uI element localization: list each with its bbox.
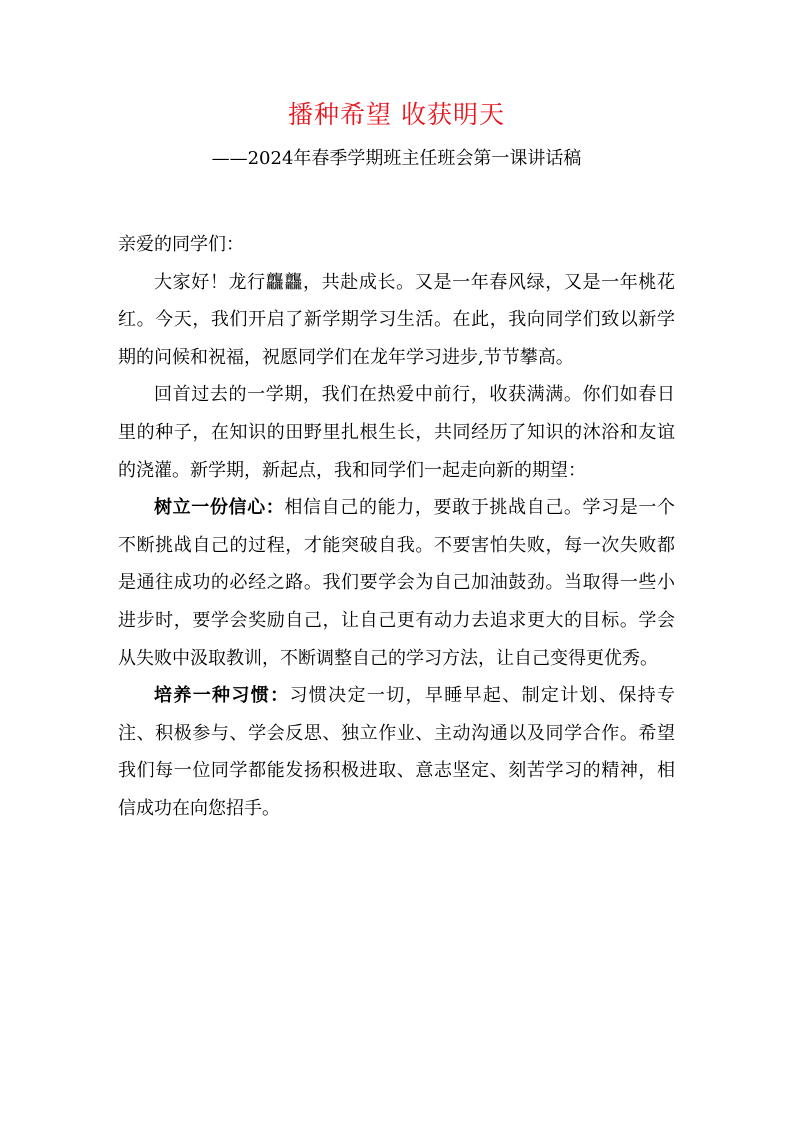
- paragraph-lead: 树立一份信心：: [154, 497, 285, 519]
- greeting: 亲爱的同学们：: [118, 234, 244, 255]
- paragraph-text: 习惯决定一切，早睡早起、制定计划、保持专注、积极参与、学会反思、独立作业、主动沟通以及同学合作。希望我们每一位同学都能发扬积极进取、意志坚定、刻苦学习的精神，相信成功在向您招手。: [118, 685, 676, 819]
- paragraph-habit: [118, 677, 675, 827]
- paragraph-lead: 培养一种习惯：: [154, 685, 290, 707]
- document-subtitle: ——2024年春季学期班主任班会第一课讲话稿: [211, 148, 582, 169]
- document-title: 播种希望 收获明天: [288, 100, 505, 129]
- paragraph-confidence: [118, 489, 675, 677]
- paragraph-text: 相信自己的能力，要敢于挑战自己。学习是一个不断挑战自己的过程，才能突破自我。不要害怕失败，每一次失败都是通往成功的必经之路。我们要学会为自己加油鼓劲。当取得一些小进步时，要学会奖励自己，让自己更有动力去追求更大的目标。学会从失败中汲取教训，不断调整自己的学习方法，让自己变得更优秀。: [118, 497, 676, 669]
- paragraph-text: 大家好！龙行龘龘，共赴成长。又是一年春风绿，又是一年桃花红。今天，我们开启了新学期学习生活。在此，我向同学们致以新学期的问候和祝福，祝愿同学们在龙年学习进步,节节攀高。: [118, 271, 675, 368]
- paragraph-text: 回首过去的一学期，我们在热爱中前行，收获满满。你们如春日里的种子，在知识的田野里扎根生长，共同经历了知识的沐浴和友谊的浇灌。新学期，新起点，我和同学们一起走向新的期望：: [118, 384, 675, 481]
- document-body: [118, 226, 675, 828]
- paragraph-review: [118, 376, 675, 489]
- paragraph-intro: [118, 264, 675, 377]
